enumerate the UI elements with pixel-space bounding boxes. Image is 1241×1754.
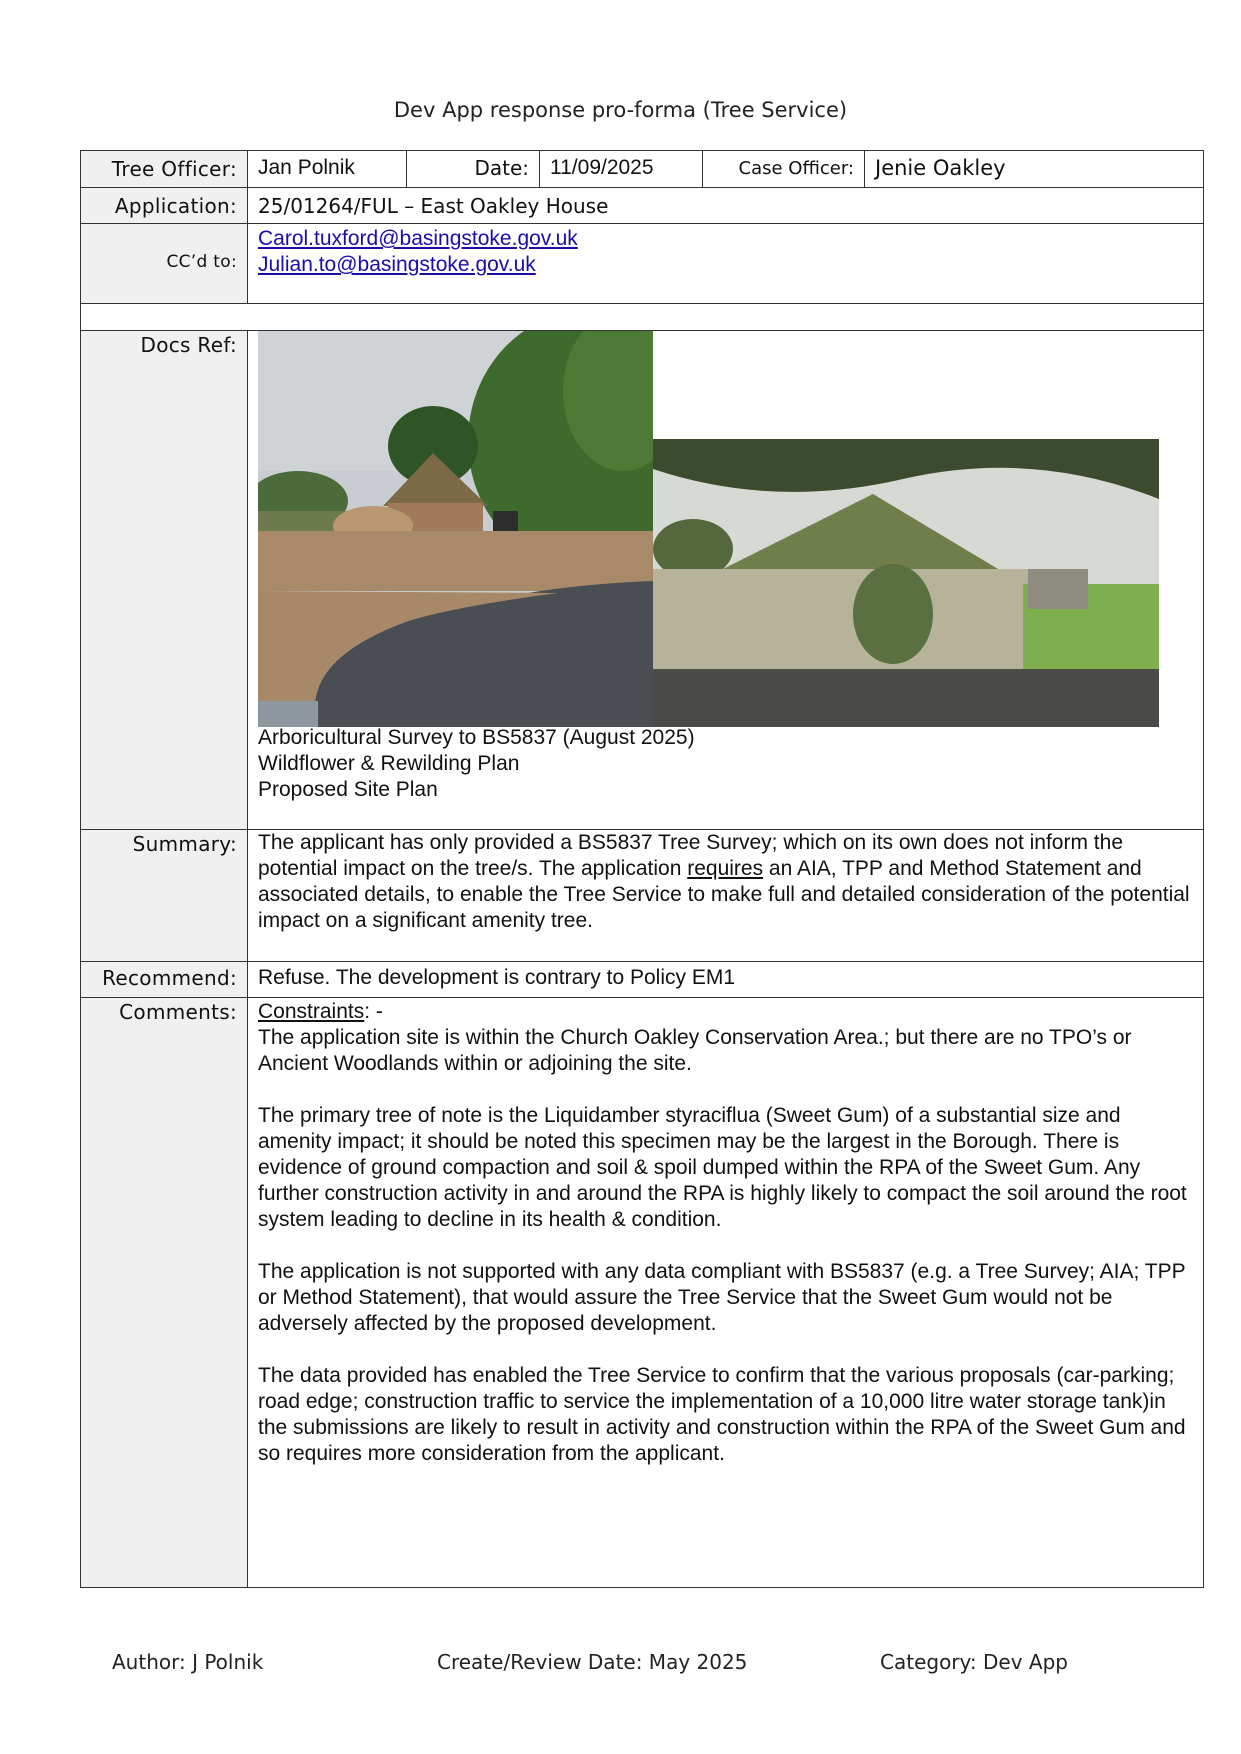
doc-item: Wildflower & Rewilding Plan xyxy=(258,752,520,775)
docs-label: Docs Ref: xyxy=(81,331,248,829)
summary-text xyxy=(248,830,1203,961)
constraints-heading-text: Constraints xyxy=(258,1000,365,1023)
tree-officer-label: Tree Officer: xyxy=(81,151,248,187)
summary-label: Summary: xyxy=(81,830,248,961)
summary-text-part: The applicant has only provided a BS5837 Tree Survey; which on its own does not inform the potential impact on the tree/s. The application xyxy=(258,831,1123,880)
constraints-suffix: : - xyxy=(364,1000,383,1023)
tree-officer-value: Jan Polnik xyxy=(258,156,355,179)
recommend-label: Recommend: xyxy=(81,962,248,997)
footer-category: Category: Dev App xyxy=(880,1650,1068,1674)
comment-paragraph: The primary tree of note is the Liquidamber styraciflua (Sweet Gum) of a substantial size and amenity impact; it should be noted this specimen may be the largest in the Borough. There is evidence of ground compaction and soil & spoil dumped within the RPA of the Sweet Gum. Any further construction activity in and around the RPA is highly likely to compact the soil around the root system leading to decline in its health & condition. xyxy=(258,1104,1187,1231)
case-officer-label: Case Officer: xyxy=(702,151,864,187)
ccd-emails xyxy=(248,224,1203,303)
date-label: Date: xyxy=(406,151,539,187)
summary-row xyxy=(81,830,1203,962)
application-value: 25/01264/FUL – East Oakley House xyxy=(258,194,609,218)
spacer-row xyxy=(81,304,1203,331)
comment-paragraph: The application site is within the Church Oakley Conservation Area.; but there are no TPO’s or Ancient Woodlands within or adjoining the site. xyxy=(258,1026,1132,1075)
header-row xyxy=(81,151,1203,188)
email-link[interactable]: Julian.to@basingstoke.gov.uk xyxy=(258,253,536,276)
application-row xyxy=(81,188,1203,224)
footer-author: Author: J Polnik xyxy=(112,1650,264,1674)
site-photo-outbuilding xyxy=(653,439,1159,727)
ccd-label: CC’d to: xyxy=(81,224,248,303)
proforma-table xyxy=(80,150,1204,1588)
recommend-row xyxy=(81,962,1203,998)
doc-item: Arboricultural Survey to BS5837 (August 2025) xyxy=(258,726,695,749)
recommend-value: Refuse. The development is contrary to Policy EM1 xyxy=(258,966,736,989)
footer-review-date: Create/Review Date: May 2025 xyxy=(437,1650,748,1674)
comments-body xyxy=(248,998,1203,1587)
summary-emphasis: requires xyxy=(687,857,764,880)
docs-list xyxy=(258,725,695,803)
email-link[interactable]: Carol.tuxford@basingstoke.gov.uk xyxy=(258,227,578,250)
docs-value xyxy=(248,331,1203,829)
docs-row xyxy=(81,331,1203,830)
ccd-row xyxy=(81,224,1203,304)
comment-paragraph: The data provided has enabled the Tree Service to confirm that the various proposals (car-parking; road edge; construction traffic to service the implementation of a 10,000 litre water storage tank)in the submissions are likely to result in activity and construction within the RPA of the Sweet Gum and so requires more consideration from the applicant. xyxy=(258,1364,1186,1465)
case-officer-value: Jenie Oakley xyxy=(864,151,1203,187)
comments-label: Comments: xyxy=(81,998,248,1587)
date-value: 11/09/2025 xyxy=(539,151,702,187)
summary-text-part: an AIA, TPP and Method Statement and associated details, to enable the Tree Service to make full and detailed consideration of the potential impact on a significant amenity tree. xyxy=(258,857,1190,932)
comment-paragraph: The application is not supported with any data compliant with BS5837 (e.g. a Tree Survey; AIA; TPP or Method Statement), that would assure the Tree Service that the Sweet Gum would not be adversely affected by the proposed development. xyxy=(258,1260,1186,1335)
comments-row xyxy=(81,998,1203,1587)
application-label: Application: xyxy=(81,188,248,223)
page-title: Dev App response pro-forma (Tree Service) xyxy=(393,98,848,122)
constraints-heading xyxy=(258,999,1193,1025)
site-photo-driveway xyxy=(258,331,653,727)
doc-item: Proposed Site Plan xyxy=(258,778,438,801)
